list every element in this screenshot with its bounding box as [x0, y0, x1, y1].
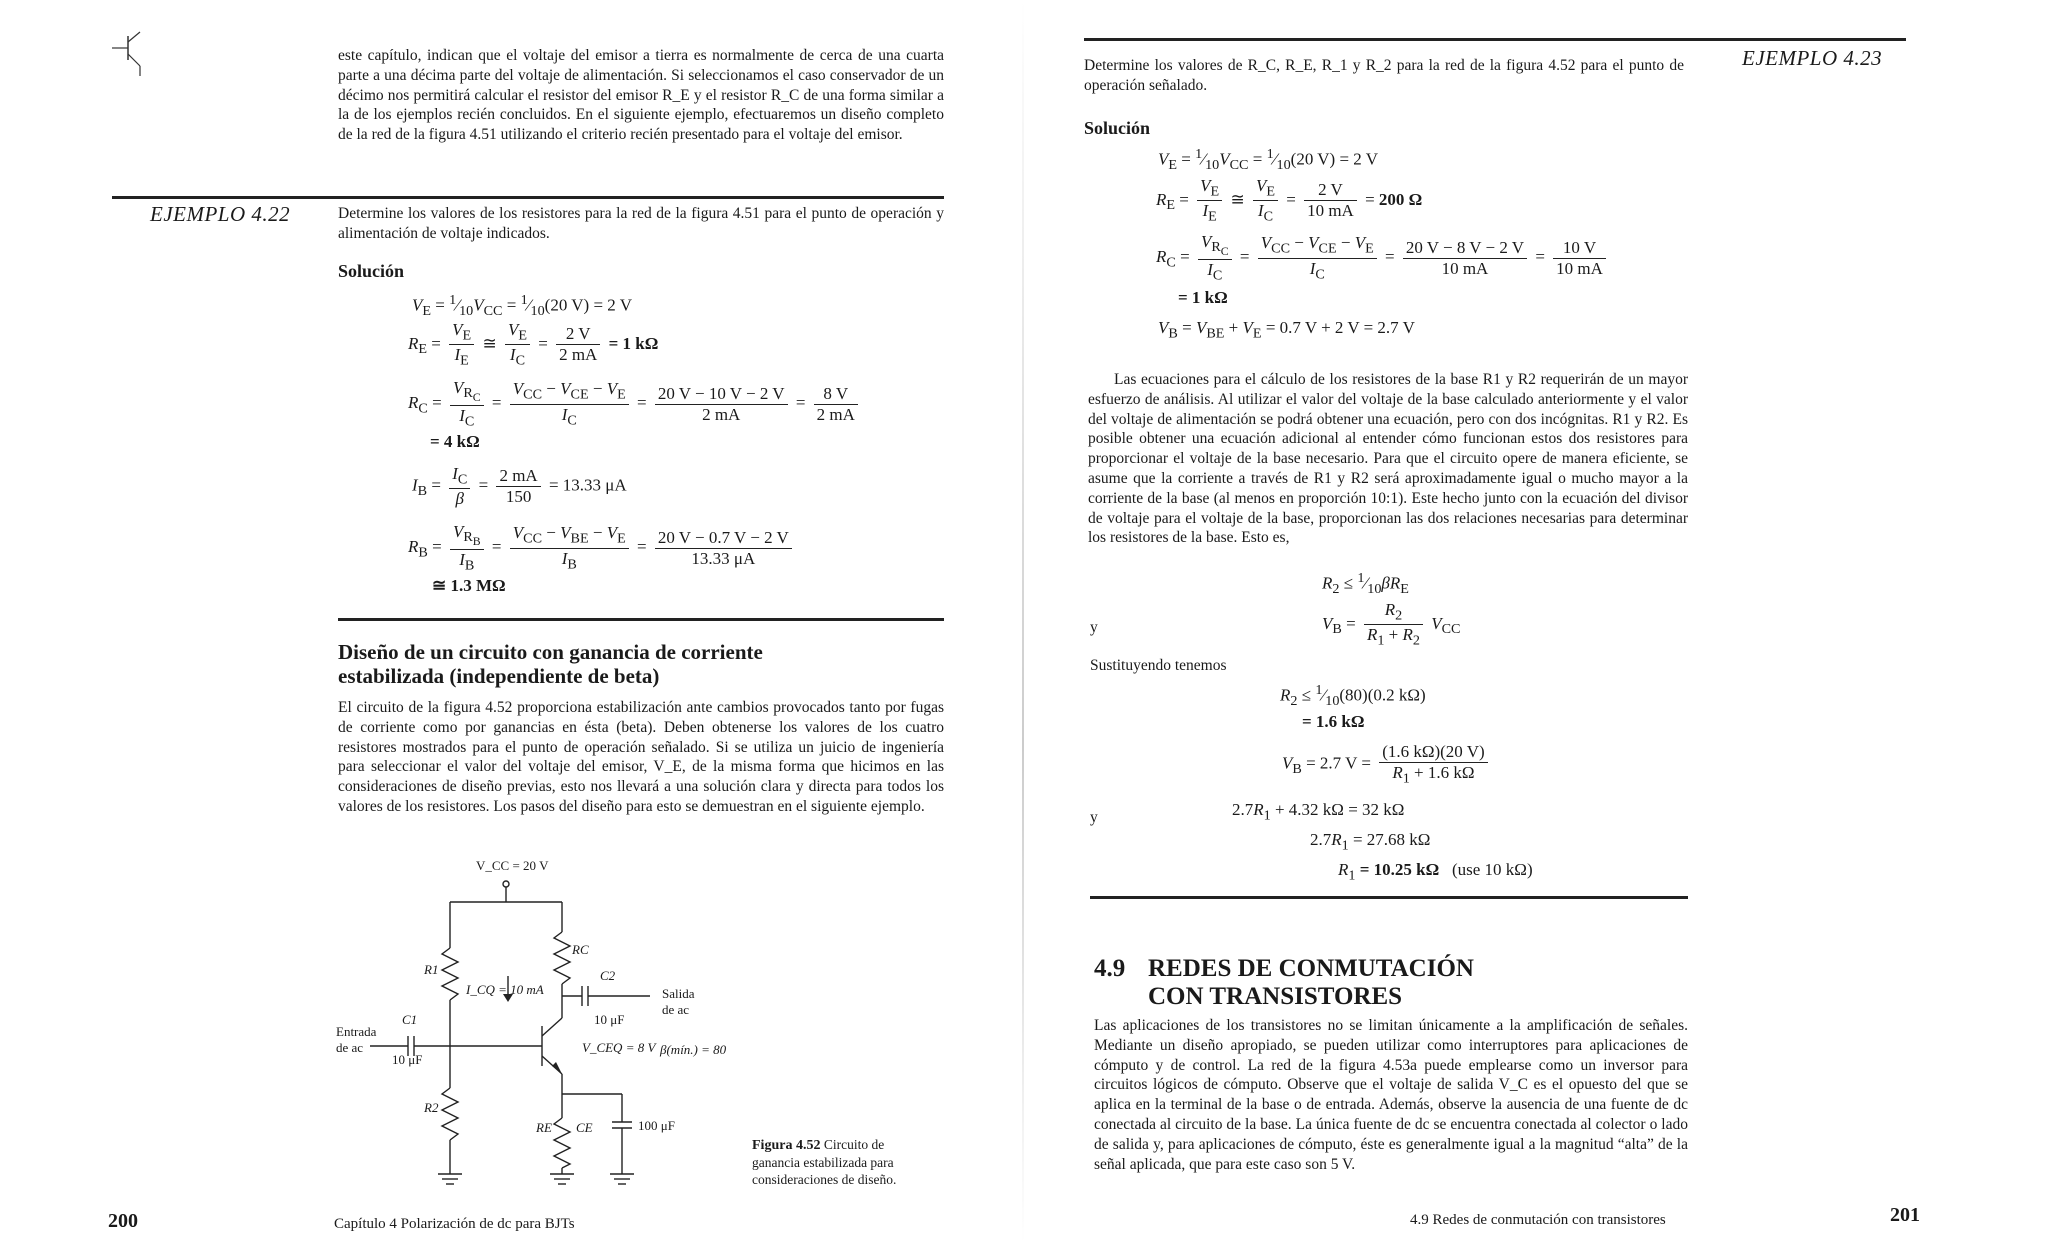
- circuit-salida-label: Salida: [662, 986, 695, 1001]
- eq-r1-step1: $2.7R_1 + 4.32$ kΩ = 32 kΩ: [1232, 800, 1405, 824]
- paragraph-switching: Las aplicaciones de los transistores no se limitan únicamente a la amplificación de señales. Mediante un diseño apropiado, se pueden utilizar como interruptores para aplicaciones de cómputo y de control. La red de la figura 4.53a puede emplearse como un inversor para circuitos lógicos de cómputo. Observe que el voltaje de salida V_C es el opuesto del que se aplica en la terminal de la base o de entrada. Además, observe la ausencia de una fuente de dc conectada al circuito de la base. La única fuente de dc se encuentra conectada al colector o lado de salida y, para aplicaciones de cómputo, éste es generalmente igual a la magnitud “alta” de la señal aplicada, que para este caso son 5 V.: [1094, 1017, 1688, 1173]
- eq-ve-right: $V_E$ = $^1⁄_{10}V_{CC}$ = $^1⁄_{10}(20$ V) = 2 V: [1158, 146, 1379, 174]
- eq-r2-result: = 1.6 kΩ: [1302, 712, 1365, 731]
- example-label-right: EJEMPLO 4.23: [1742, 46, 1883, 70]
- example-bottom-rule-right: [1090, 896, 1688, 899]
- eq-rc-result-right: = 1 kΩ: [1178, 288, 1228, 307]
- circuit-r2-label: R2: [424, 1100, 439, 1115]
- y-connector-2: y: [1090, 809, 1098, 826]
- eq-re-result: = 1 kΩ: [608, 333, 659, 353]
- section-title-line2: CON TRANSISTORES: [1148, 983, 1403, 1010]
- circuit-entrada-label-2: de ac: [336, 1040, 364, 1055]
- paragraph-base-resistors: Las ecuaciones para el cálculo de los resistores de la base R1 y R2 requerirán de un mayor esfuerzo de análisis. Al utilizar el valor del voltaje de la base calculado anteriormente y el valor del voltaje de alimentación se podrá obtener una ecuación, pero con dos incógnitas. R1 y R2. Es posible obtener una ecuación adicional al entender cómo funcionan estos dos resistores para proporcionar el voltaje de la base necesario. Para que el circuito opere de manera eficiente, se asume que la corriente a través de R1 y R2 será aproximadamente igual o mucho mayor a la corriente de la base (al menos en proporción 10:1). Este hecho junto con la ecuación del divisor de voltaje para el voltaje de la base, proporcionan las dos relaciones necesarias para determinar los resistores de la base. Esto es,: [1088, 371, 1688, 547]
- sustituyendo-label: Sustituyendo tenemos: [1090, 657, 1227, 674]
- example-statement-right: Determine los valores de R_C, R_E, R_1 y R_2 para la red de la figura 4.52 para el punto de operación señalado.: [1084, 57, 1684, 94]
- eq-r2-value: $R_2$ ≤ $^1⁄_{10}(80)(0.2$ kΩ): [1280, 682, 1426, 710]
- section-title-line1: REDES DE CONMUTACIÓN: [1148, 955, 1474, 982]
- example-top-rule: [112, 196, 944, 199]
- eq-rc-right: $R_C$ = $\frac{V_{R_C}}{I_C}$ = $\frac{V_{CC} - V_{CE} - V_E}{I_C}$ = $\frac{20 V - 8 V - 2 V}{10 mA}$ = $\frac{10 V}{10 mA}$: [1156, 232, 1610, 285]
- y-connector-1: y: [1090, 619, 1098, 636]
- eq-ve: $V_E$ = $^1⁄_{10}V_{CC}$ = $^1⁄_{10}(20$ V) = 2 V: [412, 292, 633, 320]
- circuit-beta-label: β(mín.) = 80: [660, 1042, 727, 1057]
- eq-re-right: $R_E$ = $\frac{V_E}{I_E}$ ≅ $\frac{V_E}{I_C}$ = $\frac{2 V}{10 mA}$ = 200 Ω: [1156, 176, 1423, 225]
- figure-caption-label: Figura 4.52: [752, 1138, 821, 1153]
- circuit-salida-label-2: de ac: [662, 1002, 690, 1017]
- eq-vb-substitution: $V_B = 2.7$ V = $\frac{(1.6 k\Omega)(20 V)}{R_1 + 1.6 k\Omega}$: [1282, 742, 1492, 787]
- section-heading: Diseño de un circuito con ganancia de corriente estabilizada (independiente de beta): [338, 640, 763, 688]
- eq-vb-divider: $V_B$ = $\frac{R_2}{R_1 + R_2}$ $V_{CC}$: [1322, 600, 1461, 649]
- eq-r1-final: $R_1 = 10.25$ kΩ (use 10 kΩ): [1338, 860, 1533, 884]
- page-number-left: 200: [108, 1210, 138, 1232]
- circuit-r1-label: R1: [424, 962, 439, 977]
- page-number-right: 201: [1890, 1204, 1920, 1226]
- eq-r1-result: = 10.25 kΩ: [1359, 860, 1440, 879]
- figure-caption-text: Circuito de ganancia estabilizada para consideraciones de diseño.: [752, 1137, 897, 1187]
- running-head-right: 4.9 Redes de conmutación con transistores: [1410, 1212, 1666, 1228]
- solucion-label: Solución: [338, 261, 405, 281]
- eq-re: $R_E$ = $\frac{V_E}{I_E}$ ≅ $\frac{V_E}{I_C}$ = $\frac{2 V}{2 mA}$ = 1 kΩ: [408, 320, 659, 369]
- figure-caption: [752, 1136, 928, 1188]
- circuit-icq-label: I_CQ = 10 mA: [466, 982, 544, 997]
- book-spine: [1022, 0, 1024, 1244]
- running-head-left: Capítulo 4 Polarización de dc para BJTs: [334, 1216, 575, 1232]
- eq-ib-result: = 13.33 μA: [548, 475, 627, 495]
- eq-rb: $R_B$ = $\frac{V_{R_B}}{I_B}$ = $\frac{V_{CC} - V_{BE} - V_E}{I_B}$ = $\frac{20 V - 0.7 V - 2 V}{13.33 \mu A}$: [408, 522, 796, 575]
- transistor-margin-icon: [110, 26, 156, 78]
- eq-vb-right: $V_B = V_{BE} + V_E = 0.7$ V + 2 V = 2.7 V: [1158, 318, 1415, 342]
- circuit-re-label: RE: [536, 1120, 552, 1135]
- intro-paragraph: este capítulo, indican que el voltaje del emisor a tierra es normalmente de cerca de una cuarta parte a una décima parte del voltaje de alimentación. Si seleccionamos el caso conservador de un décimo nos permitirá calcular el resistor del emisor R_E y el resistor R_C de una forma similar a la de los ejemplos recién concluidos. En el siguiente ejemplo, efectuaremos un diseño completo de la red de la figura 4.51 utilizando el criterio recién presentado para el voltaje del emisor.: [338, 47, 944, 144]
- eq-r1-step2: $2.7R_1 = 27.68$ kΩ: [1310, 830, 1431, 854]
- circuit-ce-value: 100 μF: [638, 1118, 675, 1133]
- solucion-label-right: Solución: [1084, 118, 1151, 138]
- eq-r2-condition: $R_2$ ≤ $^1⁄_{10}\beta R_E$: [1322, 570, 1409, 598]
- eq-ib: $I_B$ = $\frac{I_C}{\beta}$ = $\frac{2 mA}{150}$ = 13.33 μA: [412, 464, 627, 509]
- section-paragraph: El circuito de la figura 4.52 proporciona estabilización ante cambios provocados tanto por fugas de corriente como por ganancias en ésta (beta). Deben obtenerse los valores de los cuatro resistores mostrados para el punto de operación señalado. Si se utiliza un juicio de ingeniería para seleccionar el valor del voltaje del emisor, V_E, de la misma forma que hicimos en las consideraciones de diseño previas, esto nos llevará a una solución clara y directa para todos los valores de los resistores. Los pasos del diseño para esto se demuestran en el siguiente ejemplo.: [338, 699, 944, 815]
- circuit-entrada-label: Entrada: [336, 1024, 377, 1039]
- example-statement: Determine los valores de los resistores para la red de la figura 4.51 para el punto de operación y alimentación de voltaje indicados.: [338, 205, 944, 242]
- circuit-c2-value: 10 μF: [594, 1012, 625, 1027]
- circuit-c1-label: C1: [402, 1012, 418, 1027]
- circuit-vceq-label: V_CEQ = 8 V: [582, 1040, 656, 1055]
- circuit-rc-label: RC: [572, 942, 589, 957]
- section-number: 4.9: [1094, 955, 1126, 982]
- circuit-c2-label: C2: [600, 968, 616, 983]
- example-label: EJEMPLO 4.22: [150, 202, 291, 226]
- eq-rc: $R_C$ = $\frac{V_{R_C}}{I_C}$ = $\frac{V_{CC} - V_{CE} - V_E}{I_C}$ = $\frac{20 V - 10 V - 2 V}{2 mA}$ = $\frac{8 V}{2 mA}$: [408, 378, 862, 431]
- example-bottom-rule: [338, 618, 944, 621]
- circuit-ce-label: CE: [576, 1120, 593, 1135]
- example-top-rule-right: [1084, 38, 1906, 41]
- circuit-diagram: [330, 856, 750, 1196]
- eq-r1-note: (use 10 kΩ): [1451, 860, 1533, 879]
- circuit-c1-value: 10 μF: [392, 1052, 423, 1067]
- circuit-vcc-label: V_CC = 20 V: [476, 858, 549, 873]
- eq-rc-result: = 4 kΩ: [430, 432, 480, 451]
- eq-rb-result: ≅ 1.3 MΩ: [432, 576, 506, 595]
